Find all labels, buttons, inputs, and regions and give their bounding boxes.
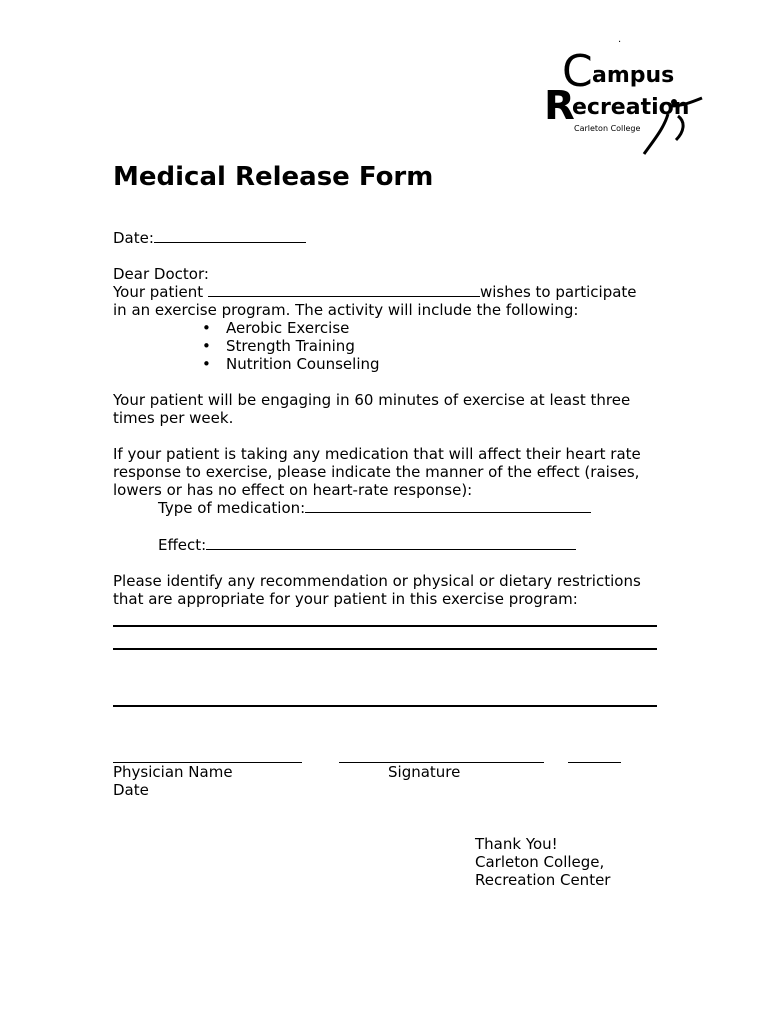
frequency-text-line: times per week. (113, 409, 234, 427)
activity-list-item (202, 355, 380, 373)
date-input-line[interactable] (154, 229, 306, 243)
activity-label: Nutrition Counseling (226, 355, 380, 373)
medication-type-input-line[interactable] (305, 499, 591, 513)
medication-text-line: response to exercise, please indicate the manner of the effect (raises, (113, 463, 640, 481)
physician-name-label: Physician Name (113, 763, 233, 781)
effect-input-line[interactable] (206, 536, 576, 550)
date-label: Date: (113, 229, 154, 247)
activity-label: Aerobic Exercise (226, 319, 350, 337)
date-row (113, 229, 306, 247)
page-title: Medical Release Form (113, 162, 434, 192)
bullet-icon: • (202, 355, 211, 373)
restrictions-input-line[interactable] (113, 648, 657, 650)
medication-text-line: If your patient is taking any medication that will affect their heart rate (113, 445, 641, 463)
logo-tagline: Carleton College (574, 124, 641, 133)
closing-line: Thank You! (475, 835, 558, 853)
logo-initial-r: R (544, 83, 575, 129)
logo-initial-c: C (562, 46, 593, 97)
restrictions-text-line: Please identify any recommendation or physical or dietary restrictions (113, 572, 641, 590)
bullet-icon: • (202, 319, 211, 337)
activity-list-item (202, 337, 355, 355)
patient-suffix: wishes to participate (479, 283, 637, 301)
date-signed-input-line[interactable] (568, 762, 621, 763)
effect-row (158, 536, 576, 554)
bullet-icon: • (202, 337, 211, 355)
medication-type-row (158, 499, 591, 517)
signature-label: Signature (388, 763, 461, 781)
effect-label: Effect: (158, 536, 207, 554)
closing-line: Recreation Center (475, 871, 611, 889)
patient-row (113, 283, 637, 301)
activity-list-item (202, 319, 349, 337)
activity-intro: in an exercise program. The activity will include the following: (113, 301, 579, 319)
patient-name-input-line[interactable] (208, 283, 480, 297)
logo-line-recreation: ecreation (572, 95, 690, 120)
campus-recreation-logo (540, 34, 710, 160)
frequency-text-line: Your patient will be engaging in 60 minutes of exercise at least three (113, 391, 631, 409)
patient-prefix: Your patient (113, 283, 204, 301)
medication-text-line: lowers or has no effect on heart-rate response): (113, 481, 473, 499)
activity-label: Strength Training (226, 337, 355, 355)
restrictions-input-line[interactable] (113, 625, 657, 627)
medication-type-label: Type of medication: (158, 499, 306, 517)
logo-dot: . (618, 34, 622, 45)
date-signed-label: Date (113, 781, 149, 799)
greeting: Dear Doctor: (113, 265, 209, 283)
restrictions-input-line[interactable] (113, 705, 657, 707)
restrictions-text-line: that are appropriate for your patient in this exercise program: (113, 590, 578, 608)
closing-line: Carleton College, (475, 853, 605, 871)
logo-line-campus: ampus (592, 63, 675, 88)
